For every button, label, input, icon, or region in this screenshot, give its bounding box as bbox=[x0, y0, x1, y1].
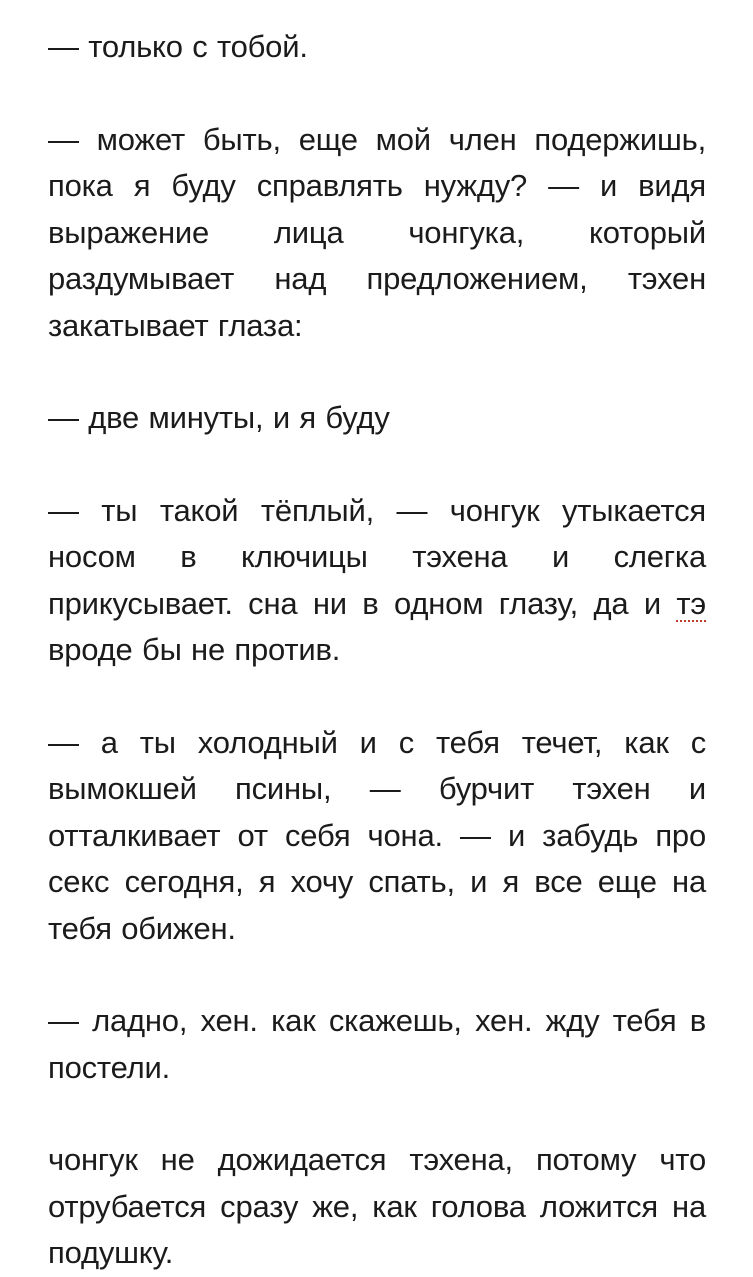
paragraph-text: чонгук не дожидается тэхена, потому что отрубается сразу же, как голова ложится на подушку. bbox=[48, 1142, 706, 1270]
spellcheck-flagged-word[interactable]: тэ bbox=[676, 585, 706, 621]
paragraph-1 bbox=[48, 24, 706, 71]
paragraph-text: — а ты холодный и с тебя течет, как с вымокшей псины, — бурчит тэхен и отталкивает от себя чона. — и забудь про секс сегодня, я хочу спать, и я все еще на тебя обижен. bbox=[48, 724, 706, 946]
paragraph-3 bbox=[48, 395, 706, 442]
paragraph-text: — ты такой тёплый, — чонгук утыкается носом в ключицы тэхена и слегка прикусывает. сна ни в одном глазу, да и bbox=[48, 492, 706, 621]
paragraph-5 bbox=[48, 720, 706, 953]
paragraph-text: — может быть, еще мой член подержишь, пока я буду справлять нужду? — и видя выражение лица чонгука, который раздумывает над предложением, тэхен закатывает глаза: bbox=[48, 121, 706, 343]
paragraph-4 bbox=[48, 488, 706, 674]
paragraph-6 bbox=[48, 998, 706, 1091]
paragraph-7 bbox=[48, 1137, 706, 1277]
paragraph-text: — только с тобой. bbox=[48, 29, 308, 64]
document-body bbox=[48, 24, 706, 1277]
paragraph-text: вроде бы не против. bbox=[48, 632, 341, 667]
paragraph-text: — ладно, хен. как скажешь, хен. жду тебя в постели. bbox=[48, 1003, 706, 1085]
paragraph-text: — две минуты, и я буду bbox=[48, 400, 390, 435]
paragraph-2 bbox=[48, 117, 706, 350]
